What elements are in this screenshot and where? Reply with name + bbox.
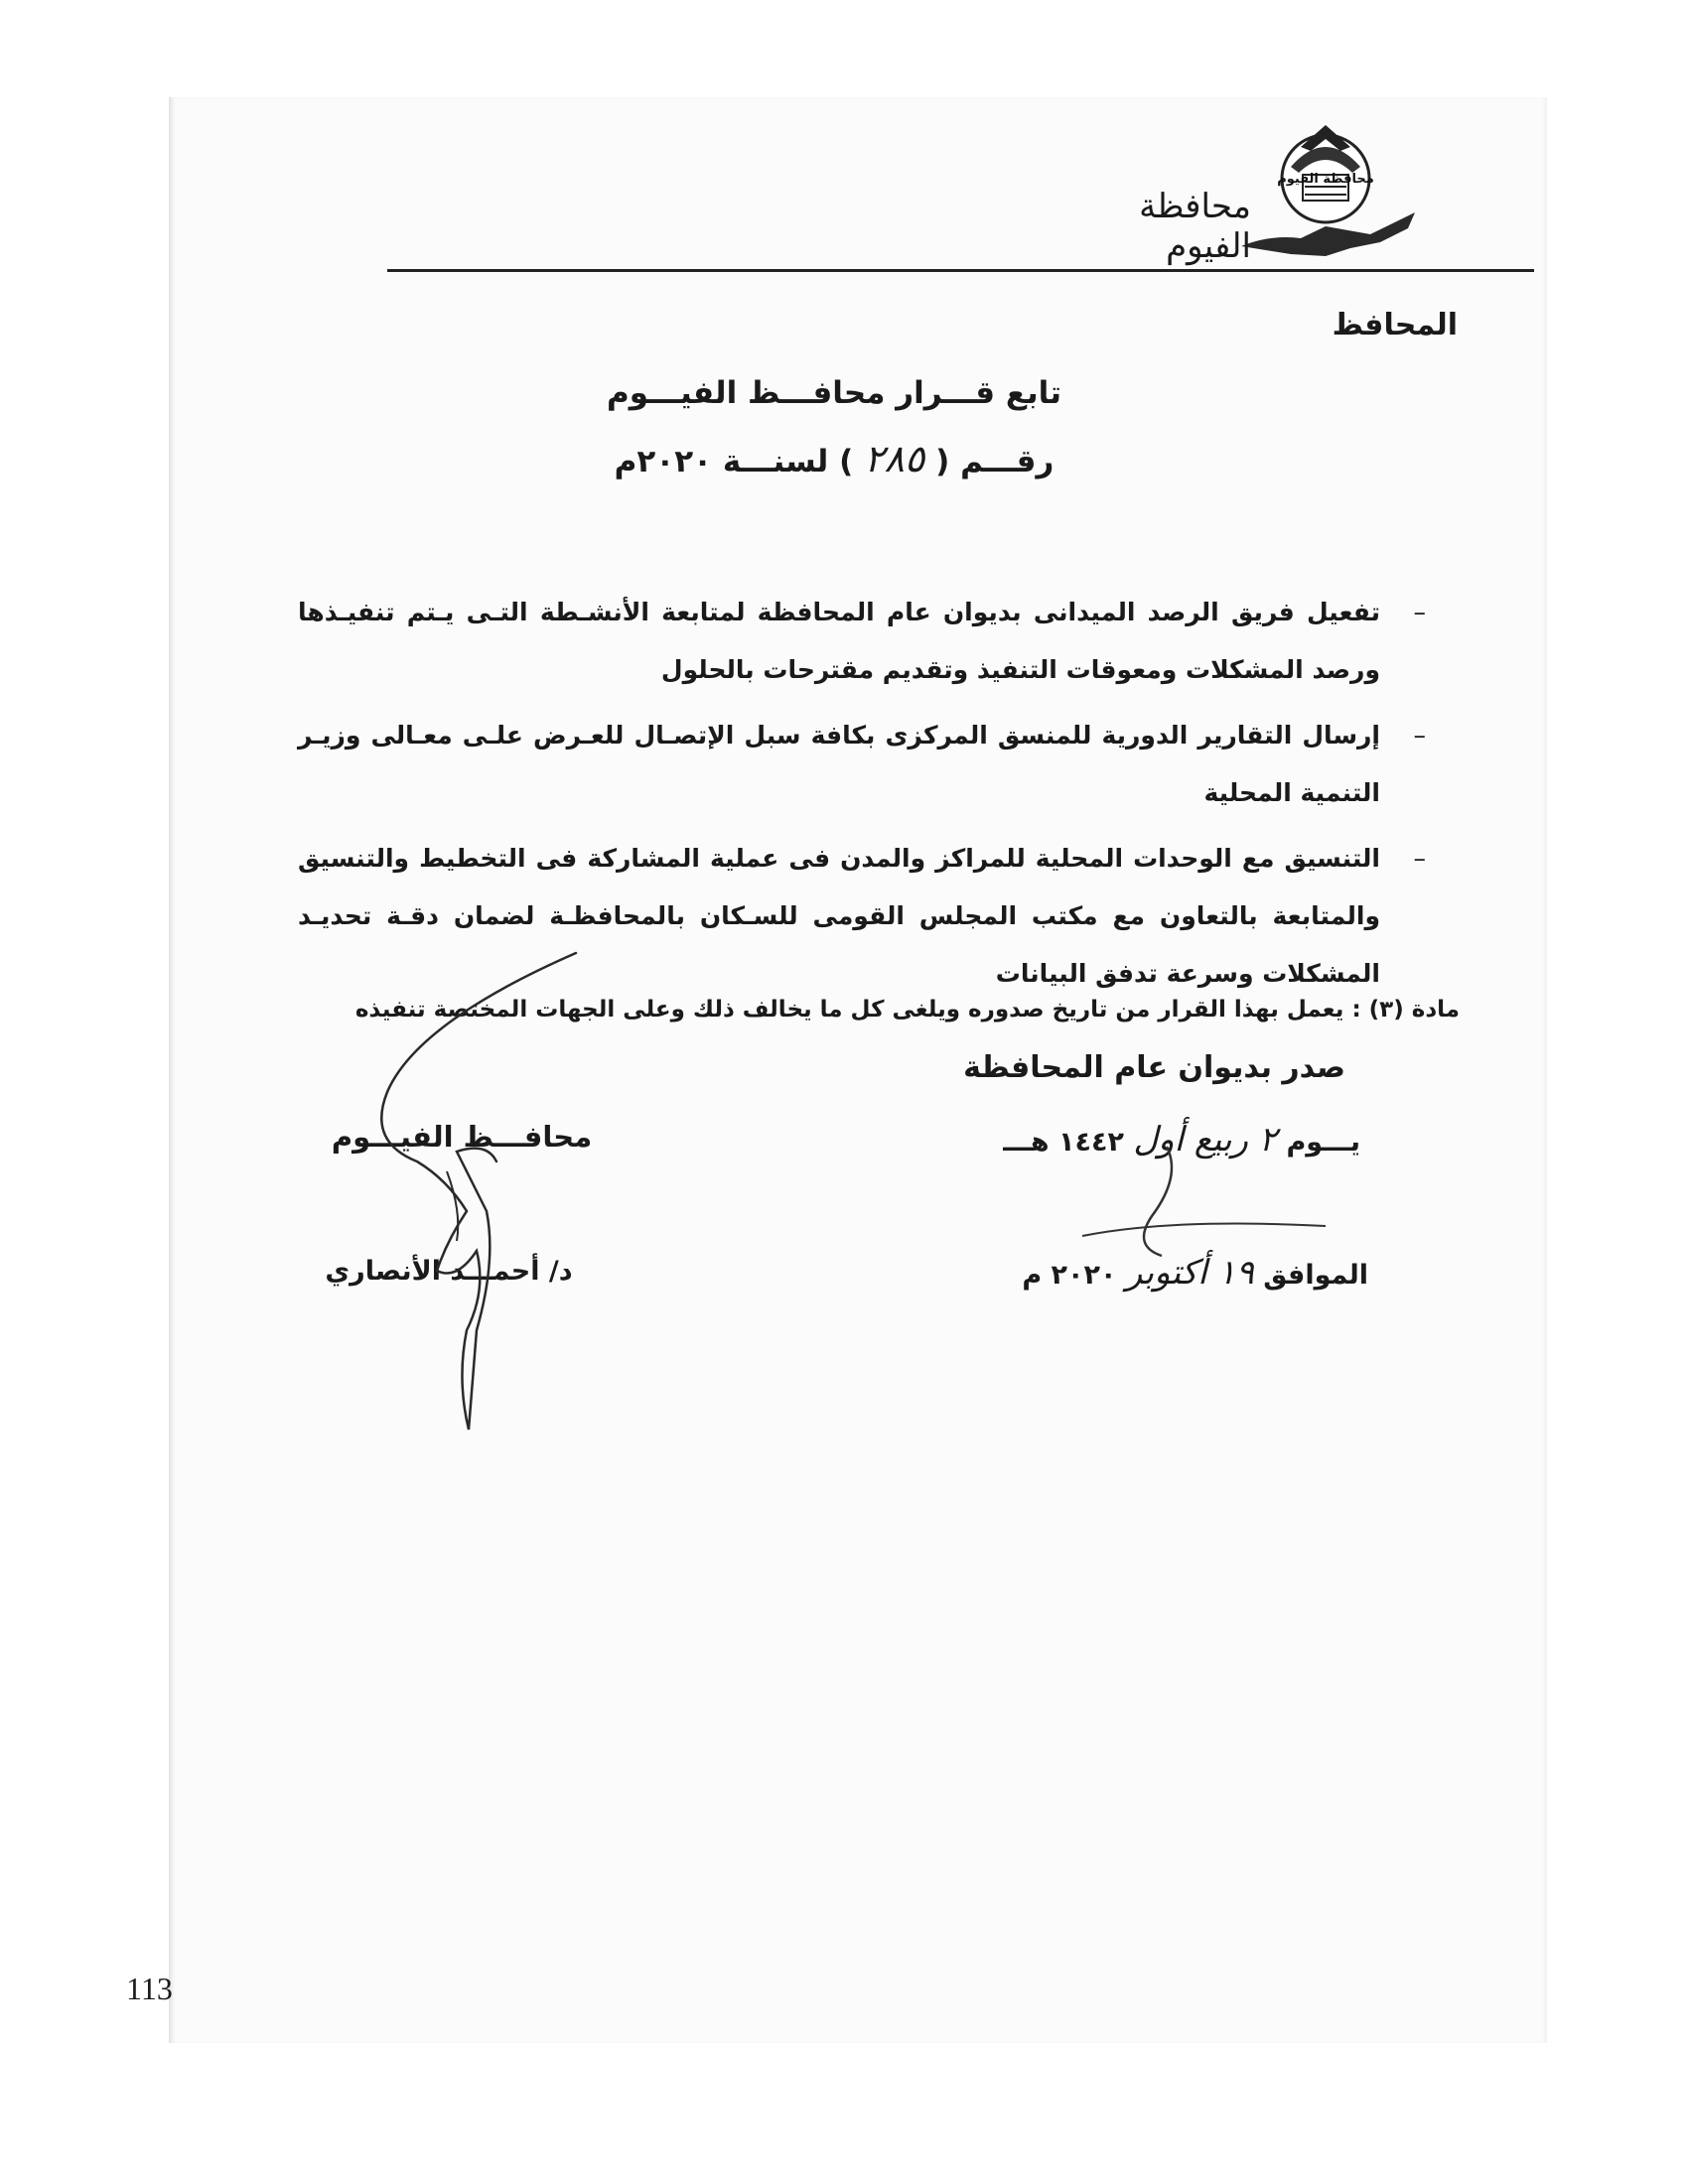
governor-signature [298, 913, 715, 1449]
decree-title: تابع قـــرار محافـــظ الفيـــوم [607, 375, 1061, 411]
item-text: التنسيق مع الوحدات المحلية للمراكز والمدن فى عملية المشاركة فى التخطيط والتنسيق والمتابعة بالتعاون مع مكتب المجلس القومى للسـكان بالمحافظـة لضمان دقـة تحديـد المشكلات وسرعة تدفق البيانات [298, 844, 1380, 988]
decree-number-line [556, 437, 1112, 480]
decree-number: ٢٨٥ [864, 437, 925, 480]
article-label: مادة (٣) : [1351, 997, 1460, 1023]
governorate-emblem-logo [1231, 117, 1420, 266]
gregorian-handwritten: ١٩ أكتوبر [1125, 1253, 1254, 1293]
header-divider [387, 269, 1534, 272]
gregorian-year: ٢٠٢٠ م [1022, 1260, 1117, 1291]
governorate-header-name: محافظة الفيوم [1139, 187, 1251, 266]
gregorian-prefix: الموافق [1263, 1260, 1368, 1291]
bullet-dash: – [1413, 844, 1426, 873]
decree-item [298, 707, 1426, 822]
page-number: 113 [126, 1971, 173, 2006]
article-text: يعمل بهذا القرار من تاريخ صدوره ويلغى كل ما يخالف ذلك وعلى الجهات المختصة تنفيذه [354, 997, 1344, 1023]
bullet-dash: – [1413, 598, 1426, 626]
emblem-text: محافظة الفيوم [1277, 172, 1374, 187]
office-label: المحافظ [1332, 308, 1458, 342]
hijri-handwritten: ٢ ربيع أول [1133, 1120, 1278, 1160]
decree-item [298, 584, 1426, 699]
bullet-dash: – [1413, 721, 1426, 750]
hijri-prefix: يـــوم [1286, 1127, 1360, 1158]
governor-name: د/ أحمـــد الأنصاري [325, 1256, 573, 1287]
hijri-year: ١٤٤٢ هـــ [1003, 1127, 1124, 1158]
decree-prefix: رقـــم ( [935, 444, 1055, 479]
date-handwriting-strokes [993, 1087, 1350, 1325]
item-text: تفعيل فريق الرصد الميدانى بديوان عام المحافظة لمتابعة الأنشـطة التـى يـتم تنفيـذها ورصد المشكلات ومعوقات التنفيذ وتقديم مقترحات بالحلول [298, 598, 1380, 684]
decree-suffix: ) لسنـــة ٢٠٢٠م [614, 444, 854, 479]
item-text: إرسال التقارير الدورية للمنسق المركزى بكافة سبل الإتصـال للعـرض علـى معـالى وزيـر التنمية المحلية [298, 721, 1380, 807]
issued-at: صدر بديوان عام المحافظة [963, 1050, 1345, 1085]
governor-title: محافـــظ الفيـــوم [331, 1120, 593, 1154]
